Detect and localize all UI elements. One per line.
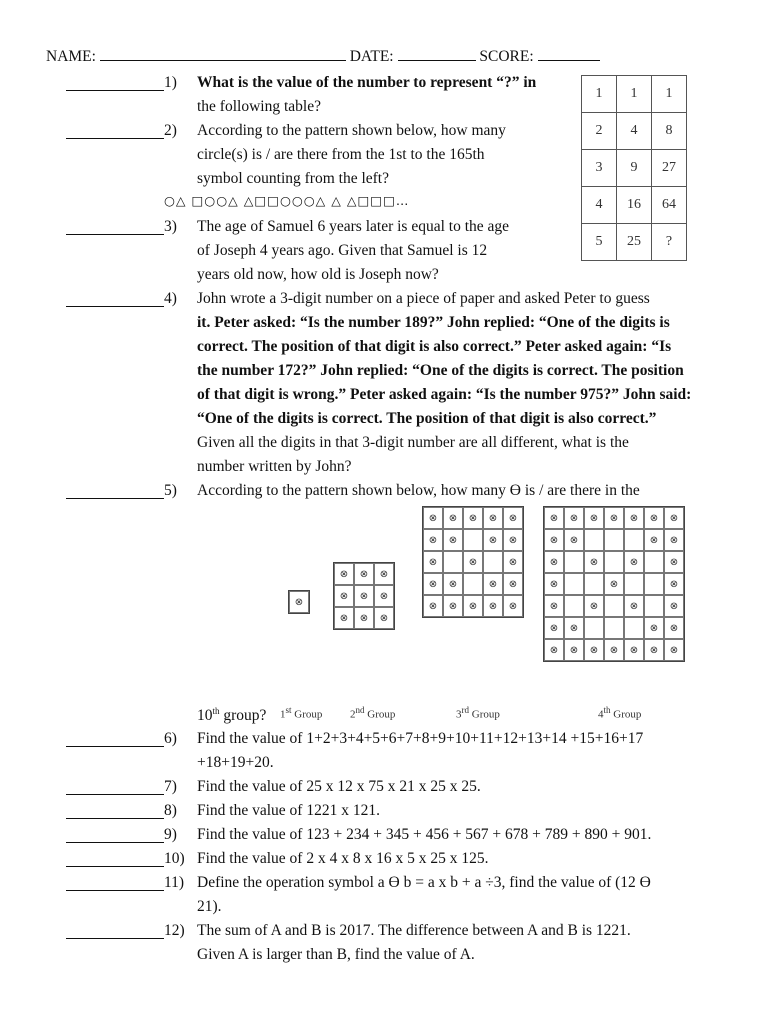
group-3-grid [422,506,524,618]
circled-x-symbol: ⊗ [584,507,604,529]
empty-cell [584,573,604,595]
table-cell: 27 [652,150,687,187]
empty-cell [463,573,483,595]
question-number: 12) [164,922,185,939]
question-number: 2) [164,122,177,139]
circled-x-symbol: ⊗ [423,595,443,617]
circled-x-symbol: ⊗ [664,529,684,551]
circled-x-symbol: ⊗ [443,529,463,551]
circled-x-symbol: ⊗ [664,617,684,639]
question-text: +18+19+20. [197,754,274,771]
circled-x-symbol: ⊗ [354,607,374,629]
empty-cell [624,617,644,639]
name-label: NAME: [46,48,96,65]
table-cell: 25 [617,224,652,261]
circled-x-symbol: ⊗ [564,617,584,639]
question-text: According to the pattern shown below, how many ϴ is / are there in the [197,482,640,499]
circled-x-symbol: ⊗ [644,529,664,551]
question-text: According to the pattern shown below, how many [197,122,506,139]
circled-x-symbol: ⊗ [334,585,354,607]
table-cell: 5 [582,224,617,261]
circled-x-symbol: ⊗ [503,551,523,573]
empty-cell [644,595,664,617]
empty-cell [604,617,624,639]
circled-x-symbol: ⊗ [604,507,624,529]
answer-blank-1[interactable] [66,74,164,91]
circled-x-symbol: ⊗ [503,573,523,595]
empty-cell [644,573,664,595]
circled-x-symbol: ⊗ [564,507,584,529]
circled-x-symbol: ⊗ [503,529,523,551]
circled-x-symbol: ⊗ [544,507,564,529]
table-cell: 1 [652,76,687,113]
question-text: “One of the digits is correct. The position of that digit is also correct.” [197,410,657,427]
answer-blank-8[interactable] [66,802,164,819]
circled-x-symbol: ⊗ [503,507,523,529]
group-1-grid [288,590,310,614]
circled-x-symbol: ⊗ [544,617,564,639]
circled-x-symbol: ⊗ [544,551,564,573]
question-text: number written by John? [197,458,352,475]
circled-x-symbol: ⊗ [374,563,394,585]
circled-x-symbol: ⊗ [483,595,503,617]
table-cell: 8 [652,113,687,150]
answer-blank-10[interactable] [66,850,164,867]
table-cell: 64 [652,187,687,224]
circled-x-symbol: ⊗ [463,551,483,573]
circled-x-symbol: ⊗ [334,563,354,585]
question-number: 8) [164,802,177,819]
empty-cell [644,551,664,573]
answer-blank-4[interactable] [66,290,164,307]
question-text: The sum of A and B is 2017. The difference between A and B is 1221. [197,922,631,939]
circled-x-symbol: ⊗ [374,585,394,607]
circled-x-symbol: ⊗ [664,595,684,617]
table-cell: 1 [582,76,617,113]
circled-x-symbol: ⊗ [604,639,624,661]
empty-cell [604,551,624,573]
circled-x-symbol: ⊗ [463,595,483,617]
circled-x-symbol: ⊗ [423,507,443,529]
question-text: Find the value of 1+2+3+4+5+6+7+8+9+10+11+12+13+14 +15+16+17 [197,730,644,747]
circled-x-symbol: ⊗ [664,639,684,661]
circled-x-symbol: ⊗ [423,573,443,595]
answer-blank-6[interactable] [66,730,164,747]
question-number: 11) [164,874,185,891]
question-text: What is the value of the number to represent “?” in [197,74,537,91]
circled-x-symbol: ⊗ [443,573,463,595]
question-number: 7) [164,778,177,795]
circled-x-symbol: ⊗ [664,573,684,595]
question-text: it. Peter asked: “Is the number 189?” John replied: “One of the digits is [197,314,670,331]
question-text: Find the value of 2 x 4 x 8 x 16 x 5 x 25 x 125. [197,850,489,867]
circled-x-symbol: ⊗ [443,595,463,617]
empty-cell [564,573,584,595]
question-text: Find the value of 1221 x 121. [197,802,380,819]
circled-x-symbol: ⊗ [624,595,644,617]
circled-x-symbol: ⊗ [624,507,644,529]
date-field[interactable] [398,48,476,61]
circled-x-symbol: ⊗ [289,591,309,613]
question-text: 21). [197,898,222,915]
empty-cell [483,551,503,573]
empty-cell [624,573,644,595]
answer-blank-11[interactable] [66,874,164,891]
group-label: 1st Group [280,705,323,721]
group-label: 2nd Group [350,705,396,721]
question-number: 1) [164,74,177,91]
answer-blank-3[interactable] [66,218,164,235]
symbol-pattern: ○△ □○○△ △□□○○○△ △ △□□□… [164,193,410,208]
question-number: 6) [164,730,177,747]
empty-cell [584,529,604,551]
question-text: correct. The position of that digit is also correct.” Peter asked again: “Is [197,338,672,355]
answer-blank-5[interactable] [66,482,164,499]
question-text: Find the value of 25 x 12 x 75 x 21 x 25 x 25. [197,778,481,795]
circled-x-symbol: ⊗ [624,639,644,661]
question-text: circle(s) is / are there from the 1st to the 165th [197,146,485,163]
circled-x-symbol: ⊗ [644,507,664,529]
question-number: 5) [164,482,177,499]
empty-cell [443,551,463,573]
question-text: John wrote a 3-digit number on a piece of paper and asked Peter to guess [197,290,650,307]
question-number: 9) [164,826,177,843]
circled-x-symbol: ⊗ [584,551,604,573]
question-number: 10) [164,850,185,867]
question-text: the following table? [197,98,321,115]
question-number: 3) [164,218,177,235]
group-2-grid [333,562,395,630]
group-label: 3rd Group [456,705,500,721]
table-cell: 1 [617,76,652,113]
circled-x-symbol: ⊗ [664,507,684,529]
question-text: symbol counting from the left? [197,170,389,187]
circled-x-symbol: ⊗ [374,607,394,629]
table-cell: 16 [617,187,652,224]
empty-cell [564,595,584,617]
question-text: years old now, how old is Joseph now? [197,266,439,283]
name-field[interactable] [100,48,346,61]
circled-x-symbol: ⊗ [544,595,564,617]
question-text: Find the value of 123 + 234 + 345 + 456 + 567 + 678 + 789 + 890 + 901. [197,826,652,843]
circled-x-symbol: ⊗ [544,573,564,595]
circled-x-symbol: ⊗ [584,595,604,617]
question-text: The age of Samuel 6 years later is equal to the age [197,218,510,235]
answer-blank-2[interactable] [66,122,164,139]
score-field[interactable] [538,48,600,61]
circled-x-symbol: ⊗ [423,529,443,551]
circled-x-symbol: ⊗ [354,563,374,585]
date-label: DATE: [349,48,394,65]
empty-cell [624,529,644,551]
circled-x-symbol: ⊗ [544,529,564,551]
circled-x-symbol: ⊗ [564,529,584,551]
group-label: 4th Group [598,705,642,721]
question-text: of that digit is wrong.” Peter asked again: “Is the number 975?” John said: [197,386,692,403]
circled-x-symbol: ⊗ [483,529,503,551]
circled-x-symbol: ⊗ [334,607,354,629]
table-cell: 2 [582,113,617,150]
circled-x-symbol: ⊗ [463,507,483,529]
circled-x-symbol: ⊗ [423,551,443,573]
circled-x-symbol: ⊗ [443,507,463,529]
question-text: Given all the digits in that 3-digit number are all different, what is the [197,434,629,451]
score-label: SCORE: [479,48,534,65]
circled-x-symbol: ⊗ [584,639,604,661]
table-cell: 3 [582,150,617,187]
table-cell: 9 [617,150,652,187]
empty-cell [564,551,584,573]
question-number: 4) [164,290,177,307]
question-text: Define the operation symbol a ϴ b = a x b + a ÷3, find the value of (12 ϴ [197,874,651,891]
question-text: the number 172?” John replied: “One of the digits is correct. The position [197,362,684,379]
circled-x-symbol: ⊗ [483,573,503,595]
circled-x-symbol: ⊗ [544,639,564,661]
empty-cell [604,529,624,551]
ordinal-suffix: th [212,706,220,716]
circled-x-symbol: ⊗ [483,507,503,529]
circled-x-symbol: ⊗ [644,617,664,639]
circled-x-symbol: ⊗ [664,551,684,573]
group-4-grid [543,506,685,662]
circled-x-symbol: ⊗ [564,639,584,661]
circled-x-symbol: ⊗ [503,595,523,617]
table-cell: 4 [582,187,617,224]
answer-blank-7[interactable] [66,778,164,795]
circled-x-symbol: ⊗ [624,551,644,573]
group-word: group? [223,707,267,725]
worksheet-header [46,48,600,66]
circled-x-symbol: ⊗ [644,639,664,661]
power-table [581,75,687,261]
question-text: 10th group? [197,706,267,725]
circled-x-symbol: ⊗ [604,573,624,595]
table-cell: 4 [617,113,652,150]
empty-cell [584,617,604,639]
question-text: Given A is larger than B, find the value of A. [197,946,475,963]
empty-cell [463,529,483,551]
table-cell: ? [652,224,687,261]
empty-cell [604,595,624,617]
question-text: of Joseph 4 years ago. Given that Samuel is 12 [197,242,488,259]
answer-blank-9[interactable] [66,826,164,843]
answer-blank-12[interactable] [66,922,164,939]
circled-x-symbol: ⊗ [354,585,374,607]
